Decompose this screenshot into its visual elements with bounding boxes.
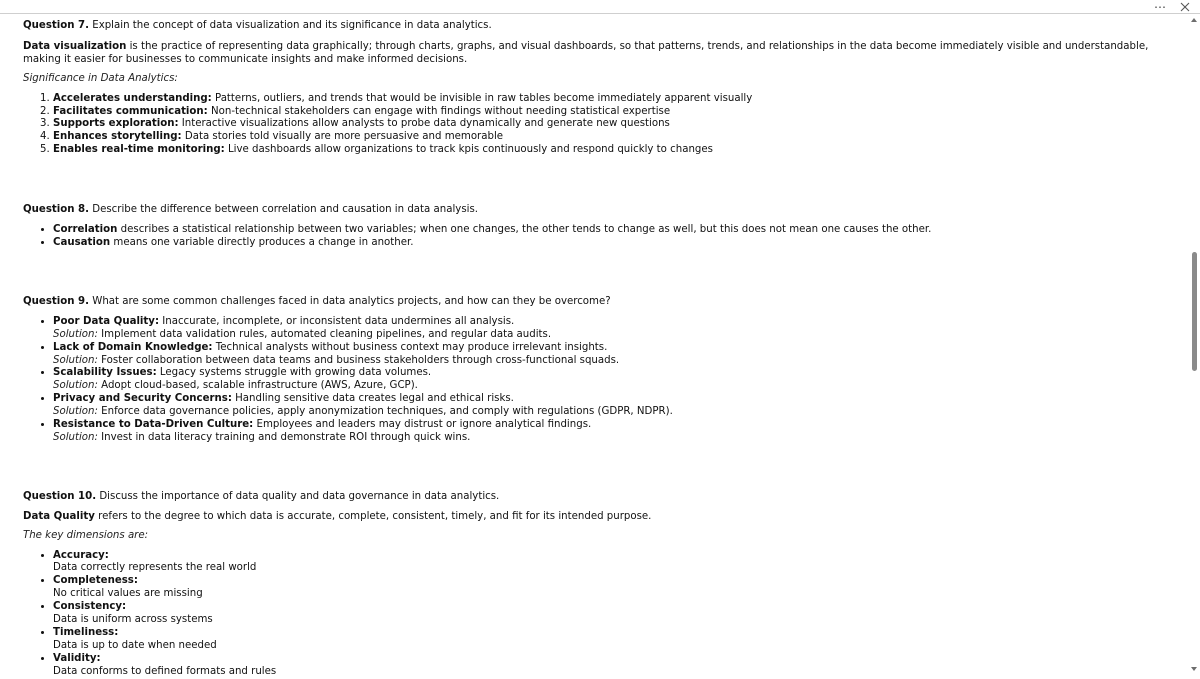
list-item-term: Correlation	[53, 224, 118, 236]
more-options-icon[interactable]: …	[1154, 0, 1166, 11]
scroll-up-arrow-icon[interactable]	[1191, 18, 1197, 22]
list-item	[53, 575, 1173, 601]
solution-label: Solution:	[53, 406, 98, 418]
list-item	[53, 131, 1173, 144]
correlation-causation-list	[23, 224, 1173, 250]
question-text: Discuss the importance of data quality and data governance in data analytics.	[96, 490, 500, 502]
question-10	[23, 491, 1173, 504]
scrollbar-thumb[interactable]	[1192, 252, 1197, 371]
definition-paragraph	[23, 511, 1173, 524]
list-item	[53, 550, 1173, 576]
question-label: Question 8.	[23, 204, 90, 216]
dimensions-list	[23, 550, 1173, 679]
subheading	[23, 530, 1173, 543]
question-text: What are some common challenges faced in data analytics projects, and how can they be overcome?	[89, 295, 611, 307]
list-item	[53, 237, 1173, 250]
subheading-text: The key dimensions are:	[23, 529, 149, 541]
list-item-text: Non-technical stakeholders can engage with findings without needing statistical expertise	[207, 105, 671, 117]
solution-text: Foster collaboration between data teams and business stakeholders through cross-functional squads.	[97, 354, 620, 366]
significance-list	[23, 93, 1173, 158]
list-item-term: Enables real-time monitoring:	[53, 144, 225, 156]
list-item	[53, 419, 1173, 445]
solution-text: Enforce data governance policies, apply anonymization techniques, and comply with regulations (GDPR, NDPR).	[97, 406, 673, 418]
list-item-term: Supports exploration:	[53, 118, 179, 130]
subheading	[23, 73, 1173, 86]
list-item	[53, 316, 1173, 342]
definition-term: Data visualization	[23, 40, 127, 52]
close-icon[interactable]	[1180, 2, 1190, 12]
list-item-term: Resistance to Data-Driven Culture:	[53, 419, 254, 431]
list-item	[53, 144, 1173, 157]
solution-label: Solution:	[53, 328, 98, 340]
solution-label: Solution:	[53, 354, 98, 366]
list-item-text: describes a statistical relationship between two variables; when one changes, the other tends to change as well, but this does not mean one causes the other.	[117, 224, 932, 236]
list-item-term: Poor Data Quality:	[53, 315, 160, 327]
solution-label: Solution:	[53, 380, 98, 392]
list-item-text: Data correctly represents the real world	[53, 562, 257, 574]
solution-text: Invest in data literacy training and demonstrate ROI through quick wins.	[97, 431, 471, 443]
list-item-text: Technical analysts without business context may produce irrelevant insights.	[212, 341, 608, 353]
list-item	[53, 367, 1173, 393]
list-item	[53, 342, 1173, 368]
list-item-term: Timeliness:	[53, 627, 119, 638]
list-item-text: Employees and leaders may distrust or ignore analytical findings.	[253, 419, 592, 431]
scroll-down-arrow-icon[interactable]	[1191, 667, 1197, 671]
list-item-term: Scalability Issues:	[53, 367, 157, 379]
list-item-term: Accelerates understanding:	[53, 92, 212, 104]
list-item-text: Patterns, outliers, and trends that would be invisible in raw tables become immediately apparent visually	[211, 92, 753, 104]
subheading-text: Significance in Data Analytics:	[23, 72, 178, 84]
list-item-term: Privacy and Security Concerns:	[53, 393, 232, 405]
list-item-term: Enhances storytelling:	[53, 131, 182, 143]
vertical-scrollbar[interactable]	[1188, 14, 1200, 675]
list-item-term: Consistency:	[53, 601, 127, 613]
solution-text: Adopt cloud-based, scalable infrastructure (AWS, Azure, GCP).	[97, 380, 418, 392]
list-item-text: Handling sensitive data creates legal and ethical risks.	[231, 393, 514, 405]
list-item-text: Data is up to date when needed	[53, 639, 217, 651]
list-item-text: Data conforms to defined formats and rules	[53, 665, 277, 677]
solution-label: Solution:	[53, 431, 98, 443]
list-item-term: Validity:	[53, 652, 101, 664]
definition-text: refers to the degree to which data is accurate, complete, consistent, timely, and fit for its intended purpose.	[94, 510, 652, 522]
definition-paragraph	[23, 41, 1173, 67]
document-body	[23, 18, 1173, 679]
list-item	[53, 627, 1173, 653]
question-9	[23, 296, 1173, 309]
list-item-term: Lack of Domain Knowledge:	[53, 341, 213, 353]
list-item	[53, 93, 1173, 106]
list-item-text: Legacy systems struggle with growing data volumes.	[156, 367, 432, 379]
list-item	[53, 393, 1173, 419]
list-item-text: Interactive visualizations allow analysts to probe data dynamically and generate new questions	[178, 118, 670, 130]
list-item-text: Live dashboards allow organizations to track kpis continuously and respond quickly to changes	[224, 144, 713, 156]
question-label: Question 9.	[23, 295, 90, 307]
definition-text: is the practice of representing data graphically; through charts, graphs, and visual dashboards, so that patterns, trends, and relationships in the data become immediately visible and understandable, making it easier for businesses to communicate insights and make informed decisions.	[23, 40, 1149, 65]
list-item-term: Causation	[53, 236, 111, 248]
question-text: Describe the difference between correlation and causation in data analysis.	[89, 204, 479, 216]
list-item-term: Facilitates communication:	[53, 105, 208, 117]
list-item	[53, 106, 1173, 119]
list-item-text: Data is uniform across systems	[53, 614, 213, 626]
list-item-text: means one variable directly produces a change in another.	[110, 236, 414, 248]
list-item-text: Inaccurate, incomplete, or inconsistent data undermines all analysis.	[159, 315, 515, 327]
list-item-term: Accuracy:	[53, 549, 109, 561]
list-item-term: Completeness:	[53, 575, 138, 587]
question-text: Explain the concept of data visualization and its significance in data analytics.	[89, 20, 492, 31]
definition-term: Data Quality	[23, 510, 95, 522]
question-7	[23, 20, 1173, 33]
list-item	[53, 601, 1173, 627]
question-label: Question 7.	[23, 20, 90, 31]
list-item	[53, 118, 1173, 131]
list-item-text: Data stories told visually are more persuasive and memorable	[181, 131, 504, 143]
solution-text: Implement data validation rules, automated cleaning pipelines, and regular data audits.	[97, 328, 552, 340]
list-item	[53, 224, 1173, 237]
list-item-text: No critical values are missing	[53, 588, 203, 600]
window-title-bar	[0, 0, 1200, 14]
question-label: Question 10.	[23, 490, 97, 502]
challenges-list	[23, 316, 1173, 445]
question-8	[23, 204, 1173, 217]
